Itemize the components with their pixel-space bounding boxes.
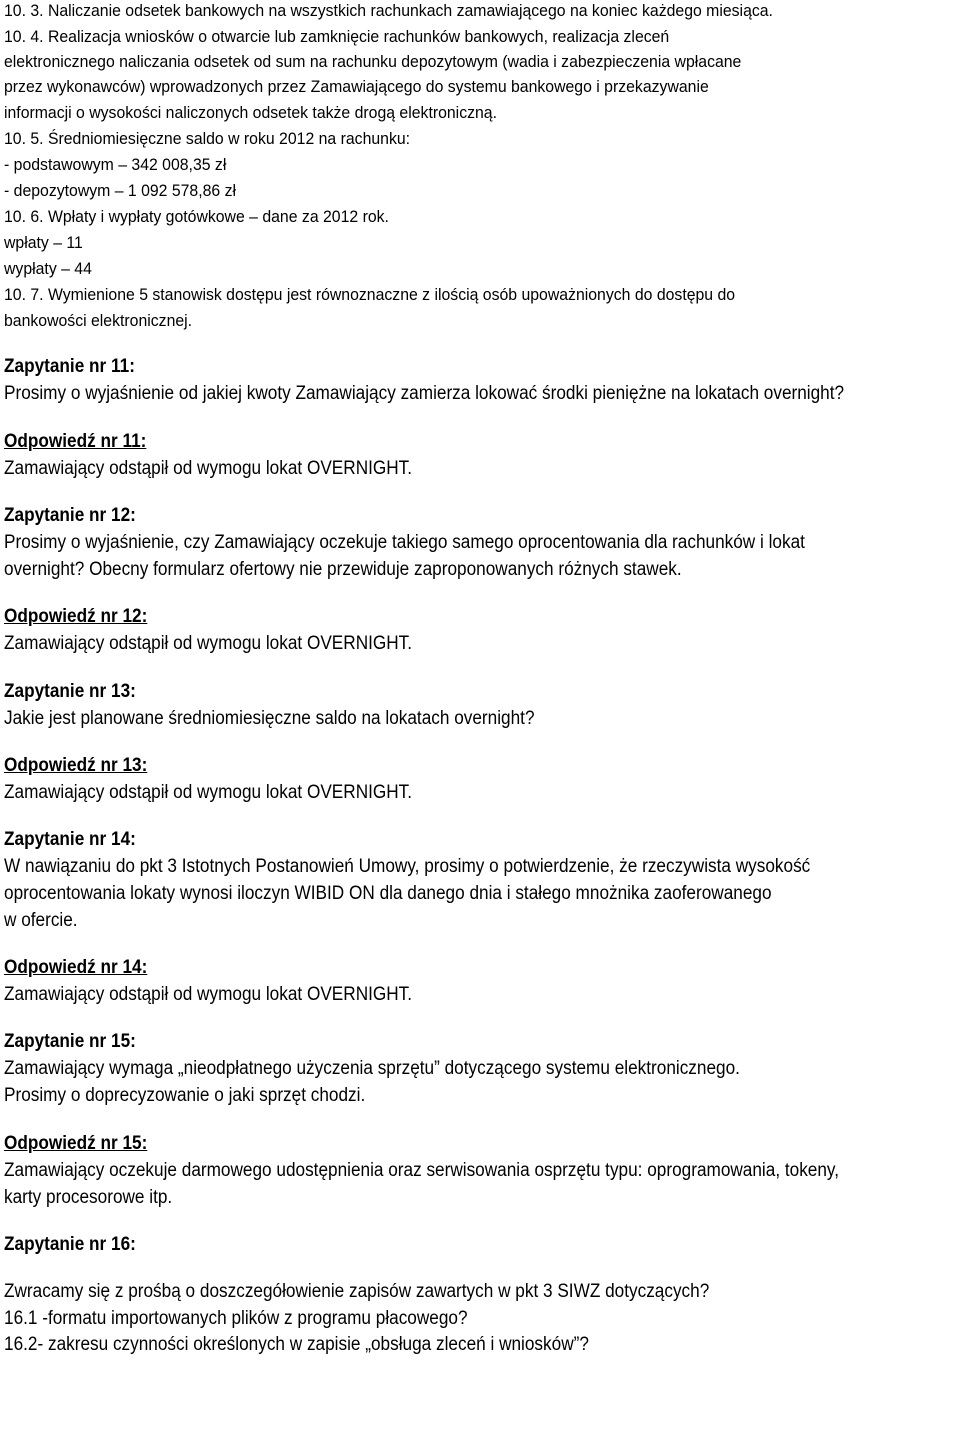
question-15-text-1: Zamawiający wymaga „nieodpłatnego użyczenia sprzętu” dotyczącego systemu elektronicznego. — [4, 1058, 740, 1079]
answer-14-text: Zamawiający odstąpił od wymogu lokat OVERNIGHT. — [4, 984, 413, 1005]
point-10-5: 10. 5. Średniomiesięczne saldo w roku 2012 na rachunku: — [4, 129, 411, 148]
answer-11-heading: Odpowiedź nr 11: — [4, 431, 147, 452]
deposits-count: wpłaty – 11 — [4, 233, 83, 252]
question-14-text-1: W nawiązaniu do pkt 3 Istotnych Postanowień Umowy, prosimy o potwierdzenie, że rzeczywista wysokość — [4, 856, 811, 877]
question-16-text-2: 16.1 -formatu importowanych plików z programu płacowego? — [4, 1308, 468, 1329]
answer-15-text-2: karty procesorowe itp. — [4, 1187, 173, 1208]
question-16-heading: Zapytanie nr 16: — [4, 1234, 136, 1255]
question-14-text-2: oprocentowania lokaty wynosi iloczyn WIBID ON dla danego dnia i stałego mnożnika zaoferowanego — [4, 883, 772, 904]
question-16-text-1: Zwracamy się z prośbą o doszczegółowienie zapisów zawartych w pkt 3 SIWZ dotyczących? — [4, 1281, 710, 1302]
question-14-text-3: w ofercie. — [4, 910, 78, 931]
answer-12-heading: Odpowiedź nr 12: — [4, 606, 148, 627]
question-12-text-1: Prosimy o wyjaśnienie, czy Zamawiający oczekuje takiego samego oprocentowania dla rachunków i lokat — [4, 532, 805, 553]
answer-15-text-1: Zamawiający oczekuje darmowego udostępnienia oraz serwisowania osprzętu typu: oprogramowania, tokeny, — [4, 1160, 840, 1181]
answer-12-text: Zamawiający odstąpił od wymogu lokat OVERNIGHT. — [4, 633, 413, 654]
answer-14-heading: Odpowiedź nr 14: — [4, 957, 148, 978]
answer-15-heading: Odpowiedź nr 15: — [4, 1133, 148, 1154]
balance-basic: - podstawowym – 342 008,35 zł — [4, 155, 227, 174]
question-15-heading: Zapytanie nr 15: — [4, 1031, 136, 1052]
question-12-text-2: overnight? Obecny formularz ofertowy nie przewiduje zaproponowanych różnych stawek. — [4, 559, 682, 580]
question-14-heading: Zapytanie nr 14: — [4, 829, 136, 850]
point-10-4-line-4: informacji o wysokości naliczonych odsetek także drogą elektroniczną. — [4, 103, 497, 122]
answer-13-heading: Odpowiedź nr 13: — [4, 755, 148, 776]
point-10-7-line-2: bankowości elektronicznej. — [4, 311, 193, 330]
point-10-4-line-2: elektronicznego naliczania odsetek od sum na rachunku depozytowym (wadia i zabezpieczenia wpłacane — [4, 52, 742, 71]
question-16-text-3: 16.2- zakresu czynności określonych w zapisie „obsługa zleceń i wniosków”? — [4, 1334, 589, 1355]
question-12-heading: Zapytanie nr 12: — [4, 505, 136, 526]
balance-deposit: - depozytowym – 1 092 578,86 zł — [4, 181, 237, 200]
question-13-text: Jakie jest planowane średniomiesięczne saldo na lokatach overnight? — [4, 708, 535, 729]
point-10-4-line-3: przez wykonawców) wprowadzonych przez Zamawiającego do systemu bankowego i przekazywanie — [4, 77, 709, 96]
question-13-heading: Zapytanie nr 13: — [4, 681, 136, 702]
withdrawals-count: wypłaty – 44 — [4, 259, 92, 278]
question-11-text: Prosimy o wyjaśnienie od jakiej kwoty Zamawiający zamierza lokować środki pieniężne na lokatach overnight? — [4, 383, 845, 404]
point-10-6: 10. 6. Wpłaty i wypłaty gotówkowe – dane za 2012 rok. — [4, 207, 389, 226]
question-15-text-2: Prosimy o doprecyzowanie o jaki sprzęt chodzi. — [4, 1085, 366, 1106]
point-10-3: 10. 3. Naliczanie odsetek bankowych na wszystkich rachunkach zamawiającego na koniec każdego miesiąca. — [4, 1, 773, 20]
question-11-heading: Zapytanie nr 11: — [4, 356, 135, 377]
answer-11-text: Zamawiający odstąpił od wymogu lokat OVERNIGHT. — [4, 458, 413, 479]
point-10-4-line-1: 10. 4. Realizacja wniosków o otwarcie lub zamknięcie rachunków bankowych, realizacja zleceń — [4, 27, 670, 46]
point-10-7-line-1: 10. 7. Wymienione 5 stanowisk dostępu jest równoznaczne z ilością osób upoważnionych do dostępu do — [4, 285, 736, 304]
answer-13-text: Zamawiający odstąpił od wymogu lokat OVERNIGHT. — [4, 782, 413, 803]
